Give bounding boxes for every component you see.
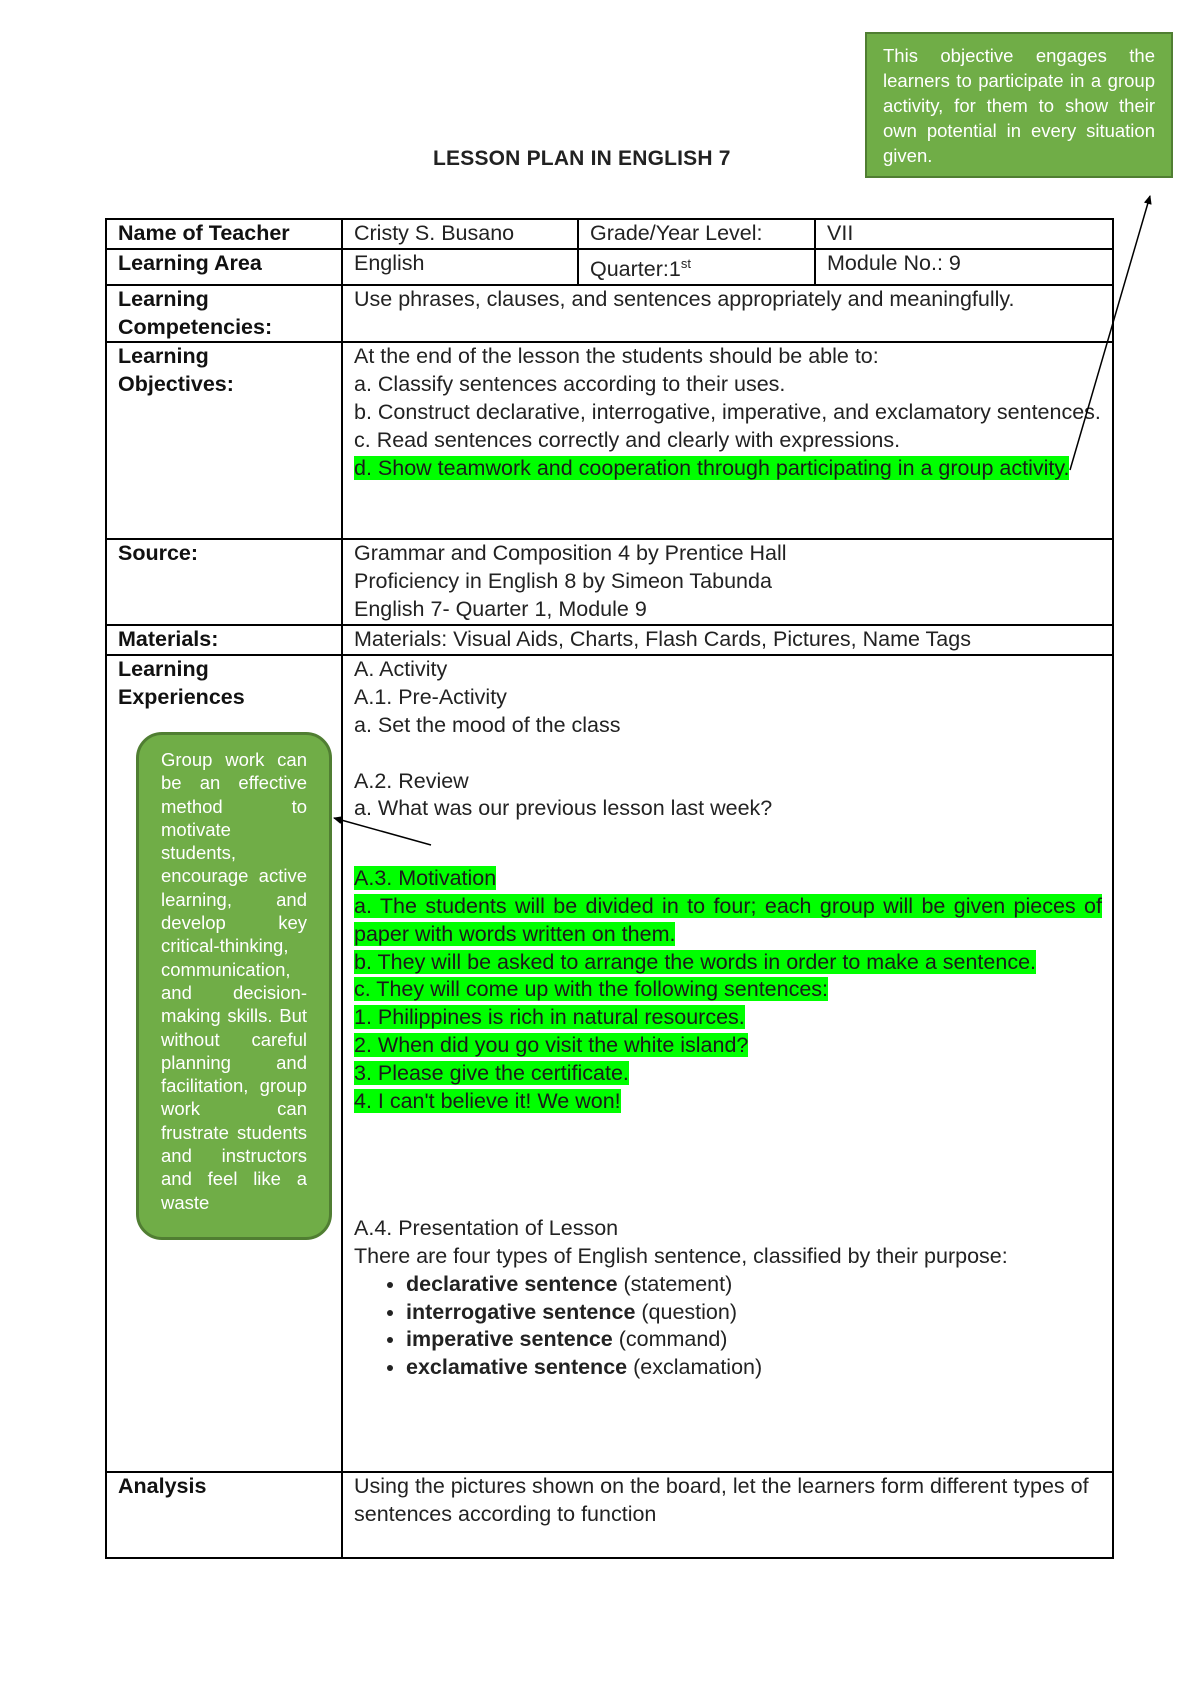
quarter-label: Quarter:1 xyxy=(590,256,681,281)
label-line: Learning xyxy=(118,286,209,311)
grade-value: VII xyxy=(815,219,1113,249)
presentation-heading: A.4. Presentation of Lesson xyxy=(354,1216,619,1241)
objectives-intro: At the end of the lesson the students should be able to: xyxy=(354,344,879,369)
motivation-heading: A.3. Motivation xyxy=(354,866,497,891)
arrow-to-left-callout xyxy=(334,818,431,845)
module-label: Module No.: 9 xyxy=(815,249,1113,285)
presentation-intro: There are four types of English sentence, classified by their purpose: xyxy=(354,1244,1008,1269)
review-question: a. What was our previous lesson last week? xyxy=(354,796,773,821)
materials-label: Materials: xyxy=(106,625,342,655)
label-line: Competencies: xyxy=(118,314,273,339)
type-desc: (statement) xyxy=(617,1271,733,1296)
teacher-value: Cristy S. Busano xyxy=(342,219,578,249)
comment-text: This objective engages the learners to participate in a group activity, for them to show their own potential in every situation given. xyxy=(883,45,1155,166)
analysis-value: Using the pictures shown on the board, let the learners form different types of sentences according to function xyxy=(342,1472,1113,1558)
objective-a: a. Classify sentences according to their uses. xyxy=(354,372,786,397)
label-line: Experiences xyxy=(118,684,245,709)
activity-heading: A. Activity xyxy=(354,657,448,682)
materials-value: Materials: Visual Aids, Charts, Flash Cards, Pictures, Name Tags xyxy=(342,625,1113,655)
area-label: Learning Area xyxy=(106,249,342,285)
label-line: Learning xyxy=(118,657,209,682)
type-desc: (exclamation) xyxy=(627,1355,763,1380)
review-heading: A.2. Review xyxy=(354,768,469,793)
source-line: Grammar and Composition 4 by Prentice Hall xyxy=(354,541,787,566)
arrow-to-top-callout xyxy=(1070,196,1150,470)
mood-item: a. Set the mood of the class xyxy=(354,712,621,737)
area-value: English xyxy=(342,249,578,285)
analysis-label: Analysis xyxy=(106,1472,342,1558)
source-line: Proficiency in English 8 by Simeon Tabunda xyxy=(354,569,772,594)
teacher-label: Name of Teacher xyxy=(106,219,342,249)
objective-c: c. Read sentences correctly and clearly with expressions. xyxy=(354,427,901,452)
comment-text: Group work can be an effective method to motivate students, encourage active learning, and develop key critical-thinking, communication, and decision-making skills. But without careful planning and facilitation, group work can frustrate students and instructors and feel like a waste xyxy=(161,749,307,1213)
sentence-4: 4. I can't believe it! We won! xyxy=(354,1088,621,1113)
motivation-b: b. They will be asked to arrange the words in order to make a sentence. xyxy=(354,949,1037,974)
pre-activity-heading: A.1. Pre-Activity xyxy=(354,684,507,709)
source-label: Source: xyxy=(106,539,342,625)
type-term: imperative sentence xyxy=(406,1327,613,1352)
motivation-a: a. The students will be divided in to four; each group will be given pieces of paper with words written on them. xyxy=(354,893,1102,946)
grade-label: Grade/Year Level: xyxy=(578,219,815,249)
type-term: interrogative sentence xyxy=(406,1299,636,1324)
sentence-3: 3. Please give the certificate. xyxy=(354,1060,629,1085)
type-desc: (question) xyxy=(635,1299,738,1324)
label-line: Objectives: xyxy=(118,372,234,397)
sentence-1: 1. Philippines is rich in natural resources. xyxy=(354,1005,745,1030)
motivation-c: c. They will come up with the following sentences: xyxy=(354,977,829,1002)
type-term: exclamative sentence xyxy=(406,1355,628,1380)
page-title: LESSON PLAN IN ENGLISH 7 xyxy=(433,147,731,170)
type-term: declarative sentence xyxy=(406,1271,618,1296)
objective-b: b. Construct declarative, interrogative, imperative, and exclamatory sentences. xyxy=(354,399,1101,424)
objective-d-highlighted: d. Show teamwork and cooperation through participating in a group activity. xyxy=(354,455,1070,480)
sentence-2: 2. When did you go visit the white island? xyxy=(354,1032,749,1057)
type-desc: (command) xyxy=(612,1327,728,1352)
label-line: Learning xyxy=(118,344,209,369)
quarter-sup: st xyxy=(680,255,691,271)
source-line: English 7- Quarter 1, Module 9 xyxy=(354,596,647,621)
competencies-value: Use phrases, clauses, and sentences appropriately and meaningfully. xyxy=(342,285,1113,343)
